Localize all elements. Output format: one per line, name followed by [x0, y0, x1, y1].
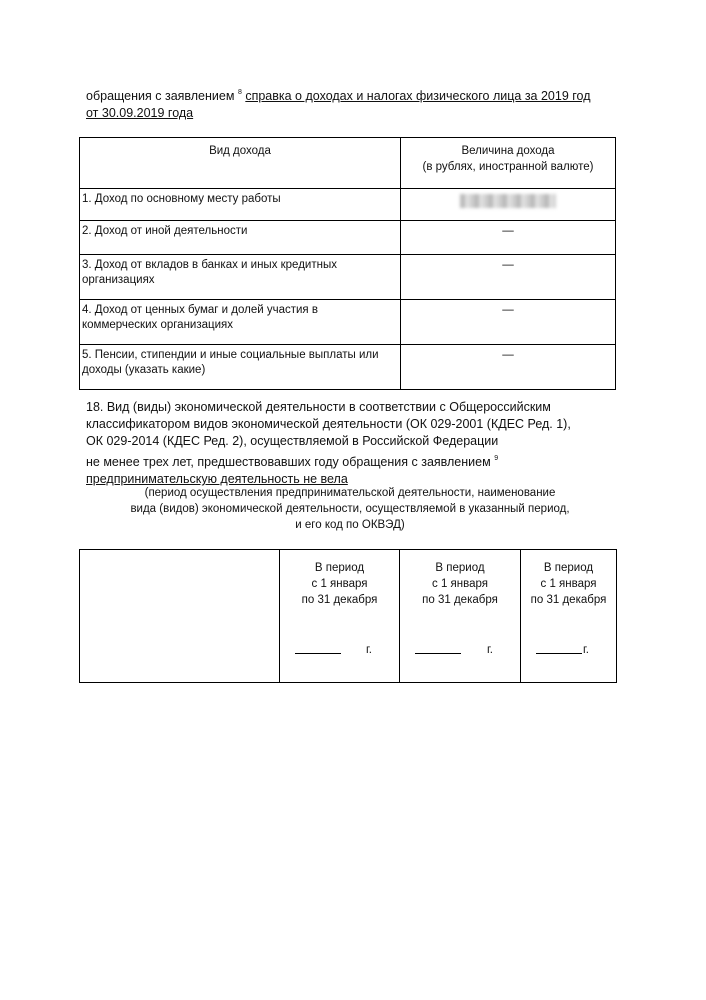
certificate-title: справка о доходах и налогах физического лица за 2019 год — [245, 89, 591, 103]
year-field[interactable]: г. — [522, 642, 615, 658]
header-income-type: Вид дохода — [80, 138, 401, 189]
footnote-8: 8 — [237, 89, 242, 96]
section18-line4: не менее трех лет, предшествовавших году обращения с заявлением — [86, 455, 491, 469]
row-label: 4. Доход от ценных бумаг и долей участия в коммерческих организациях — [80, 300, 401, 345]
year-field[interactable]: г. — [281, 642, 398, 658]
row-value: — — [401, 255, 616, 300]
table-row — [80, 255, 616, 300]
section-18 — [86, 399, 626, 488]
intro-prefix: обращения с заявлением — [86, 89, 235, 103]
row-label: 3. Доход от вкладов в банках и иных кредитных организациях — [80, 255, 401, 300]
year-field[interactable]: г. — [401, 642, 519, 658]
income-table — [79, 137, 616, 390]
table-row — [80, 189, 616, 221]
row-label: 2. Доход от иной деятельности — [80, 221, 401, 255]
header-income-amount — [401, 138, 616, 189]
table-row — [80, 550, 617, 683]
row-label: 5. Пенсии, стипендии и иные социальные выплаты или доходы (указать какие) — [80, 345, 401, 390]
header-amount-line1: Величина дохода — [461, 145, 555, 157]
period-table — [79, 549, 617, 683]
header-amount-line2: (в рублях, иностранной валюте) — [422, 161, 594, 173]
redacted-amount — [460, 194, 556, 208]
footnote-9: 9 — [494, 455, 499, 462]
row-value: — — [401, 345, 616, 390]
section18-answer: предпринимательскую деятельность не вела — [86, 472, 348, 486]
period-label-cell — [80, 550, 280, 683]
section18-caption: (период осуществления предпринимательской деятельности, наименование вида (видов) экономической деятельности, осуществляемой в указанный период, и его код по ОКВЭД) — [130, 487, 570, 531]
certificate-date: от 30.09.2019 года — [86, 106, 194, 120]
income-table-header — [80, 138, 616, 189]
row-value: — — [401, 300, 616, 345]
table-row — [80, 345, 616, 390]
table-row — [80, 221, 616, 255]
period-cell: В период с 1 января по 31 декабря г. — [400, 550, 521, 683]
row-label: 1. Доход по основному месту работы — [80, 189, 401, 221]
section18-line3: ОК 029-2014 (КДЕС Ред. 2), осуществляемой в Российской Федерации — [86, 434, 499, 448]
row-value: — — [401, 221, 616, 255]
table-row — [80, 300, 616, 345]
period-cell: В период с 1 января по 31 декабря г. — [280, 550, 400, 683]
section18-line1: 18. Вид (виды) экономической деятельности в соответствии с Общероссийским — [86, 400, 551, 414]
period-cell: В период с 1 января по 31 декабря г. — [521, 550, 617, 683]
intro-text — [86, 84, 626, 122]
row-value — [401, 189, 616, 221]
section18-line2: классификатором видов экономической деятельности (ОК 029-2001 (КДЕС Ред. 1), — [86, 417, 571, 431]
